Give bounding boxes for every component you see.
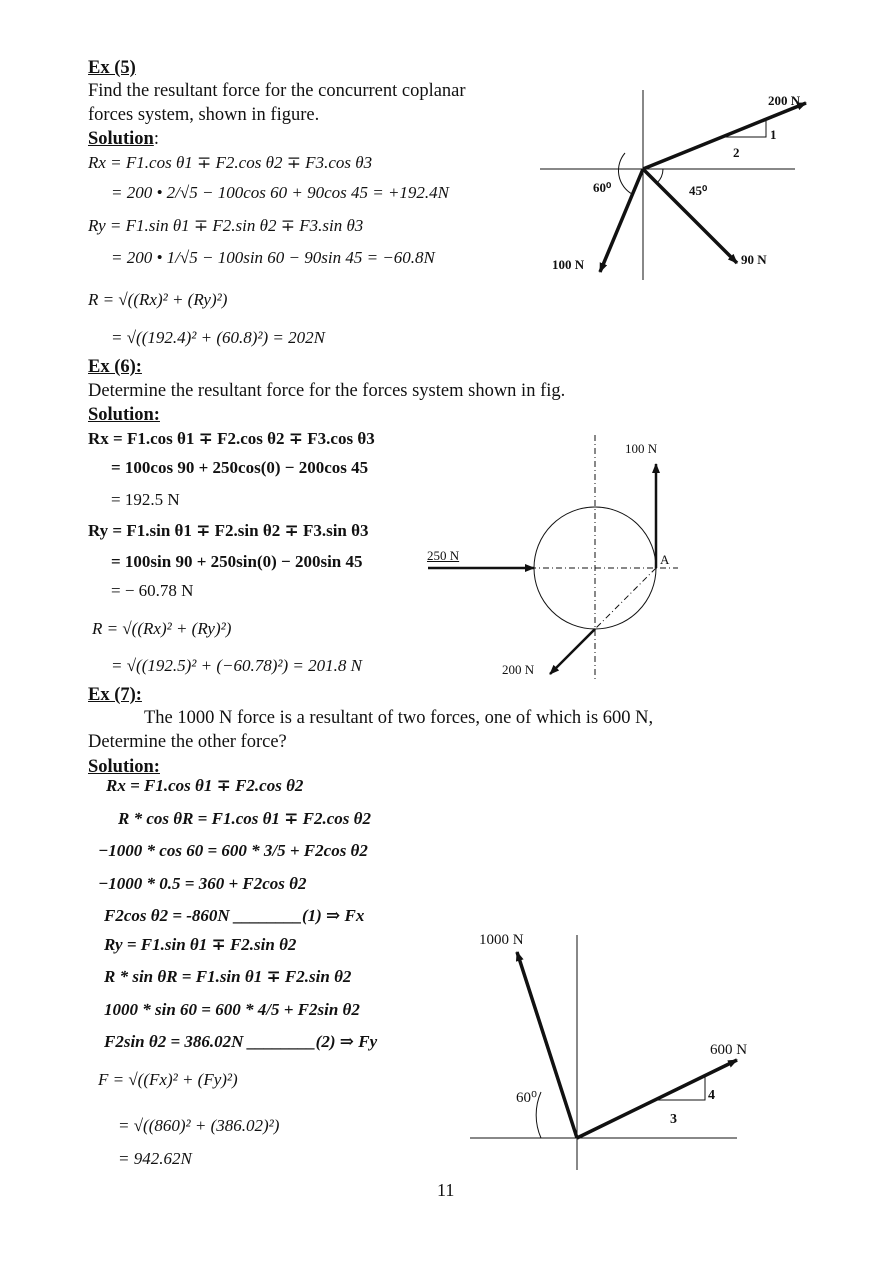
ex7-eq1: Rx = F1.cos θ1 ∓ F2.cos θ2 (106, 776, 304, 795)
ex5-force-diagram (530, 85, 830, 285)
ex5-eq-r-value: = √((192.4)² + (60.8)²) = 202N (111, 328, 325, 347)
ex6-problem: Determine the resultant force for the forces system shown in fig. (88, 381, 566, 401)
ex6-force-diagram (420, 430, 700, 685)
ex7-label-600n: 600 N (710, 1042, 748, 1058)
ex5-eq-ry: Ry = F1.sin θ1 ∓ F2.sin θ2 ∓ F3.sin θ3 (88, 216, 364, 235)
ex7-eq6: Ry = F1.sin θ1 ∓ F2.sin θ2 (104, 935, 297, 954)
ex6-eq-rx-result: = 192.5 N (111, 490, 180, 509)
ex7-angle-60: 60⁰ (516, 1090, 538, 1106)
ex7-eq3: −1000 * cos 60 = 600 * 3/5 + F2cos θ2 (98, 841, 368, 860)
ex7-eq8: 1000 * sin 60 = 600 * 4/5 + F2sin θ2 (104, 1000, 360, 1019)
ex6-label-100n: 100 N (625, 441, 658, 456)
ex7-slope-run: 3 (670, 1112, 677, 1127)
ex5-solution-label-wrap (88, 128, 159, 150)
ex6-eq-r-value: = √((192.5)² + (−60.78)²) = 201.8 N (111, 656, 362, 675)
ex6-heading: Ex (6): (88, 357, 142, 377)
ex5-label-100n: 100 N (552, 257, 585, 272)
ex6-eq-ry-value: = 100sin 90 + 250sin(0) − 200sin 45 (111, 552, 363, 571)
ex7-eq12: = 942.62N (118, 1149, 192, 1168)
ex7-eq5: F2cos θ2 = -860N ________(1) ⇒ Fx (104, 906, 365, 925)
page-number: 11 (437, 1180, 455, 1200)
ex6-label-250n: 250 N (427, 548, 460, 563)
ex6-label-200n: 200 N (502, 662, 535, 677)
ex5-label-90n: 90 N (741, 252, 767, 267)
ex7-eq11: = √((860)² + (386.02)²) (118, 1116, 280, 1135)
ex5-solution-colon: : (153, 129, 159, 149)
ex5-eq-rx-value: = 200 • 2/√5 − 100cos 60 + 90cos 45 = +192.4N (111, 183, 450, 202)
ex7-problem-line1: The 1000 N force is a resultant of two forces, one of which is 600 N, (144, 708, 654, 728)
ex6-solution-label: Solution: (88, 405, 160, 425)
ex5-slope-run: 2 (733, 145, 740, 160)
ex7-force-1000n-arrow (517, 952, 577, 1138)
ex5-angle-45: 45⁰ (689, 183, 708, 198)
ex7-eq2: R * cos θR = F1.cos θ1 ∓ F2.cos θ2 (118, 809, 371, 828)
ex5-eq-rx: Rx = F1.cos θ1 ∓ F2.cos θ2 ∓ F3.cos θ3 (88, 153, 373, 172)
ex5-label-200n: 200 N (768, 93, 801, 108)
ex6-point-a: A (660, 552, 670, 567)
ex6-eq-ry: Ry = F1.sin θ1 ∓ F2.sin θ2 ∓ F3.sin θ3 (88, 521, 369, 540)
ex7-slope-rise: 4 (708, 1088, 715, 1103)
ex6-diagonal-centerline (595, 568, 656, 629)
ex5-problem-line2: forces system, shown in figure. (88, 105, 320, 125)
ex6-eq-ry-result: = − 60.78 N (111, 581, 194, 600)
ex5-angle-arc-left (618, 153, 632, 194)
ex5-eq-r: R = √((Rx)² + (Ry)²) (88, 290, 228, 309)
ex7-solution-label: Solution: (88, 757, 160, 777)
ex5-force-200n-arrow (643, 103, 806, 169)
ex7-eq10: F = √((Fx)² + (Fy)²) (98, 1070, 238, 1089)
ex7-eq4: −1000 * 0.5 = 360 + F2cos θ2 (98, 874, 307, 893)
ex6-eq-rx-value: = 100cos 90 + 250cos(0) − 200cos 45 (111, 458, 369, 477)
ex5-eq-ry-value: = 200 • 1/√5 − 100sin 60 − 90sin 45 = −60.8N (111, 248, 435, 267)
ex7-eq7: R * sin θR = F1.sin θ1 ∓ F2.sin θ2 (104, 967, 352, 986)
ex5-solution-label: Solution (88, 129, 154, 149)
ex6-eq-r: R = √((Rx)² + (Ry)²) (92, 619, 232, 638)
ex5-angle-arc-right (657, 169, 663, 183)
ex5-slope-rise: 1 (770, 127, 777, 142)
ex7-problem-line2: Determine the other force? (88, 732, 287, 752)
ex5-problem-line1: Find the resultant force for the concurrent coplanar (88, 81, 466, 101)
ex5-heading: Ex (5) (88, 58, 136, 78)
ex7-heading: Ex (7): (88, 685, 142, 705)
ex7-eq9: F2sin θ2 = 386.02N ________(2) ⇒ Fy (104, 1032, 378, 1051)
ex6-force-200n-arrow (550, 629, 595, 674)
ex5-angle-60: 60⁰ (593, 180, 612, 195)
ex7-label-1000n: 1000 N (479, 932, 524, 948)
ex6-eq-rx: Rx = F1.cos θ1 ∓ F2.cos θ2 ∓ F3.cos θ3 (88, 429, 375, 448)
